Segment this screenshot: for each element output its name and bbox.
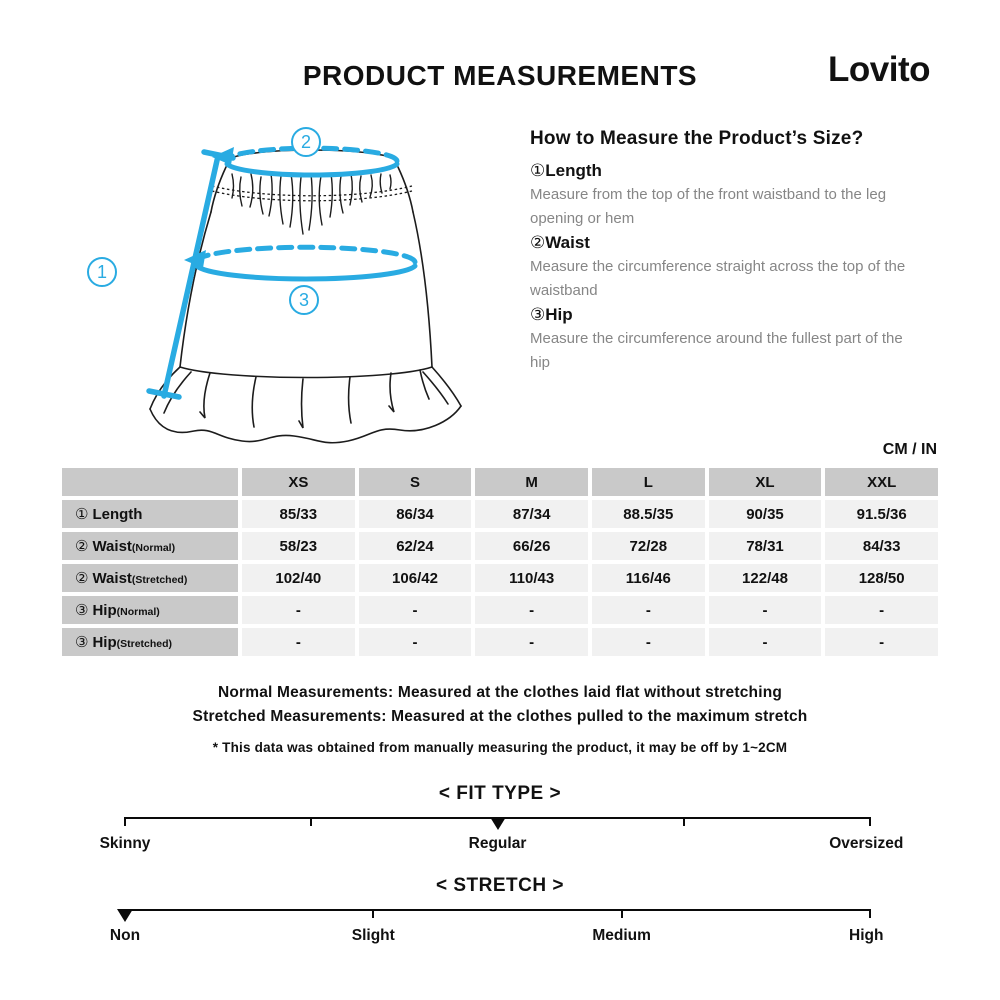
instruction-label: Hip xyxy=(545,305,573,324)
table-row-label-waist-stretched xyxy=(62,564,238,592)
instruction-item-length xyxy=(530,159,975,231)
measurements-table xyxy=(62,468,938,656)
row-label-text: Hip xyxy=(92,601,117,619)
table-cell: - xyxy=(709,628,822,656)
waist-measure-solid-arc xyxy=(227,164,397,175)
table-cell: 106/42 xyxy=(359,564,472,592)
table-cell: - xyxy=(359,596,472,624)
table-cell: 88.5/35 xyxy=(592,500,705,528)
fit-type-labels xyxy=(99,835,904,855)
scale-tick xyxy=(869,909,871,918)
fit-type-title: < FIT TYPE > xyxy=(438,783,562,804)
hip-measure-dashed-arc xyxy=(202,247,415,262)
instruction-label: Waist xyxy=(545,233,590,252)
scale-tick xyxy=(869,817,871,826)
row-label-sub: (Normal) xyxy=(131,542,176,554)
how-to-measure-section xyxy=(530,128,975,375)
table-row-label-hip-normal xyxy=(62,596,238,624)
table-cell: - xyxy=(592,596,705,624)
instruction-item-waist xyxy=(530,231,975,303)
scale-tick xyxy=(124,817,126,826)
table-cell: 62/24 xyxy=(359,532,472,560)
row-label-text: Hip xyxy=(92,633,117,651)
table-cell: - xyxy=(242,628,355,656)
page-title: PRODUCT MEASUREMENTS xyxy=(302,60,698,91)
table-row-label-waist-normal xyxy=(62,532,238,560)
row-number: ① xyxy=(75,506,89,523)
note-normal: Normal Measurements: Measured at the clothes laid flat without stretching xyxy=(217,684,783,701)
table-cell: 84/33 xyxy=(825,532,938,560)
row-label-sub: (Stretched) xyxy=(131,574,188,586)
table-cell: 91.5/36 xyxy=(825,500,938,528)
table-col-header-xs: XS xyxy=(242,468,355,496)
row-label-sub: (Stretched) xyxy=(116,638,173,650)
table-corner-cell xyxy=(62,468,238,496)
hip-measure-solid-arc xyxy=(197,266,415,279)
stretch-labels xyxy=(109,927,884,947)
stretch-marker xyxy=(117,909,133,922)
table-row-label-hip-stretched xyxy=(62,628,238,656)
table-col-header-m: M xyxy=(475,468,588,496)
row-number: ② xyxy=(75,570,89,587)
table-cell: - xyxy=(709,596,822,624)
table-cell: 128/50 xyxy=(825,564,938,592)
table-cell: - xyxy=(475,596,588,624)
table-cell: 72/28 xyxy=(592,532,705,560)
fit-label-regular: Regular xyxy=(468,835,527,852)
scale-tick xyxy=(683,817,685,826)
units-label: CM / IN xyxy=(882,441,937,458)
table-cell: 85/33 xyxy=(242,500,355,528)
row-number: ③ xyxy=(75,634,89,651)
table-cell: - xyxy=(592,628,705,656)
instruction-number: ② xyxy=(530,233,546,252)
row-number: ③ xyxy=(75,602,89,619)
table-cell: 66/26 xyxy=(475,532,588,560)
fit-type-scale xyxy=(125,817,870,831)
callout-length: 1 xyxy=(87,257,117,287)
row-label-text: Waist xyxy=(92,537,132,555)
table-cell: 58/23 xyxy=(242,532,355,560)
stretch-label-slight: Slight xyxy=(351,927,395,944)
scale-tick xyxy=(310,817,312,826)
table-cell: 86/34 xyxy=(359,500,472,528)
table-col-header-xl: XL xyxy=(709,468,822,496)
table-col-header-s: S xyxy=(359,468,472,496)
skirt-measurement-diagram xyxy=(60,120,520,455)
disclaimer-note: * This data was obtained from manually measuring the product, it may be off by 1~2CM xyxy=(212,740,788,755)
table-cell: 110/43 xyxy=(475,564,588,592)
length-measure-line xyxy=(164,156,218,396)
skirt-illustration xyxy=(60,120,520,455)
stretch-scale xyxy=(125,909,870,923)
instruction-item-hip xyxy=(530,303,975,375)
instruction-description: Measure from the top of the front waistband to the leg opening or hem xyxy=(530,186,887,227)
table-row-label-length xyxy=(62,500,238,528)
table-cell: - xyxy=(242,596,355,624)
table-col-header-l: L xyxy=(592,468,705,496)
fit-label-skinny: Skinny xyxy=(99,835,151,852)
row-number: ② xyxy=(75,538,89,555)
brand-logo: Lovito xyxy=(828,50,930,89)
callout-waist: 2 xyxy=(291,127,321,157)
callout-hip: 3 xyxy=(289,285,319,315)
scale-tick xyxy=(372,909,374,918)
table-cell: 78/31 xyxy=(709,532,822,560)
instruction-number: ① xyxy=(530,161,546,180)
instruction-label: Length xyxy=(545,161,602,180)
instruction-description: Measure the circumference around the fullest part of the hip xyxy=(530,330,903,371)
stretch-label-high: High xyxy=(849,927,884,944)
table-cell: 90/35 xyxy=(709,500,822,528)
table-col-header-xxl: XXL xyxy=(825,468,938,496)
row-label-text: Waist xyxy=(92,569,132,587)
table-cell: 87/34 xyxy=(475,500,588,528)
table-cell: - xyxy=(825,596,938,624)
stretch-label-medium: Medium xyxy=(592,927,651,944)
scale-tick xyxy=(621,909,623,918)
table-cell: 122/48 xyxy=(709,564,822,592)
stretch-label-non: Non xyxy=(109,927,141,944)
stretch-title: < STRETCH > xyxy=(436,875,564,896)
instruction-number: ③ xyxy=(530,305,546,324)
table-cell: - xyxy=(475,628,588,656)
stretch-scale-line xyxy=(125,909,870,911)
fit-type-marker xyxy=(490,817,506,830)
table-cell: - xyxy=(825,628,938,656)
row-label-text: Length xyxy=(92,505,143,523)
table-cell: 102/40 xyxy=(242,564,355,592)
row-label-sub: (Normal) xyxy=(116,606,160,618)
fit-label-oversized: Oversized xyxy=(829,835,904,852)
instruction-description: Measure the circumference straight across the top of the waistband xyxy=(530,258,906,299)
table-cell: 116/46 xyxy=(592,564,705,592)
note-stretched: Stretched Measurements: Measured at the clothes pulled to the maximum stretch xyxy=(192,708,808,725)
measurement-notes xyxy=(0,681,1000,729)
how-to-measure-heading: How to Measure the Product’s Size? xyxy=(530,128,864,149)
table-cell: - xyxy=(359,628,472,656)
